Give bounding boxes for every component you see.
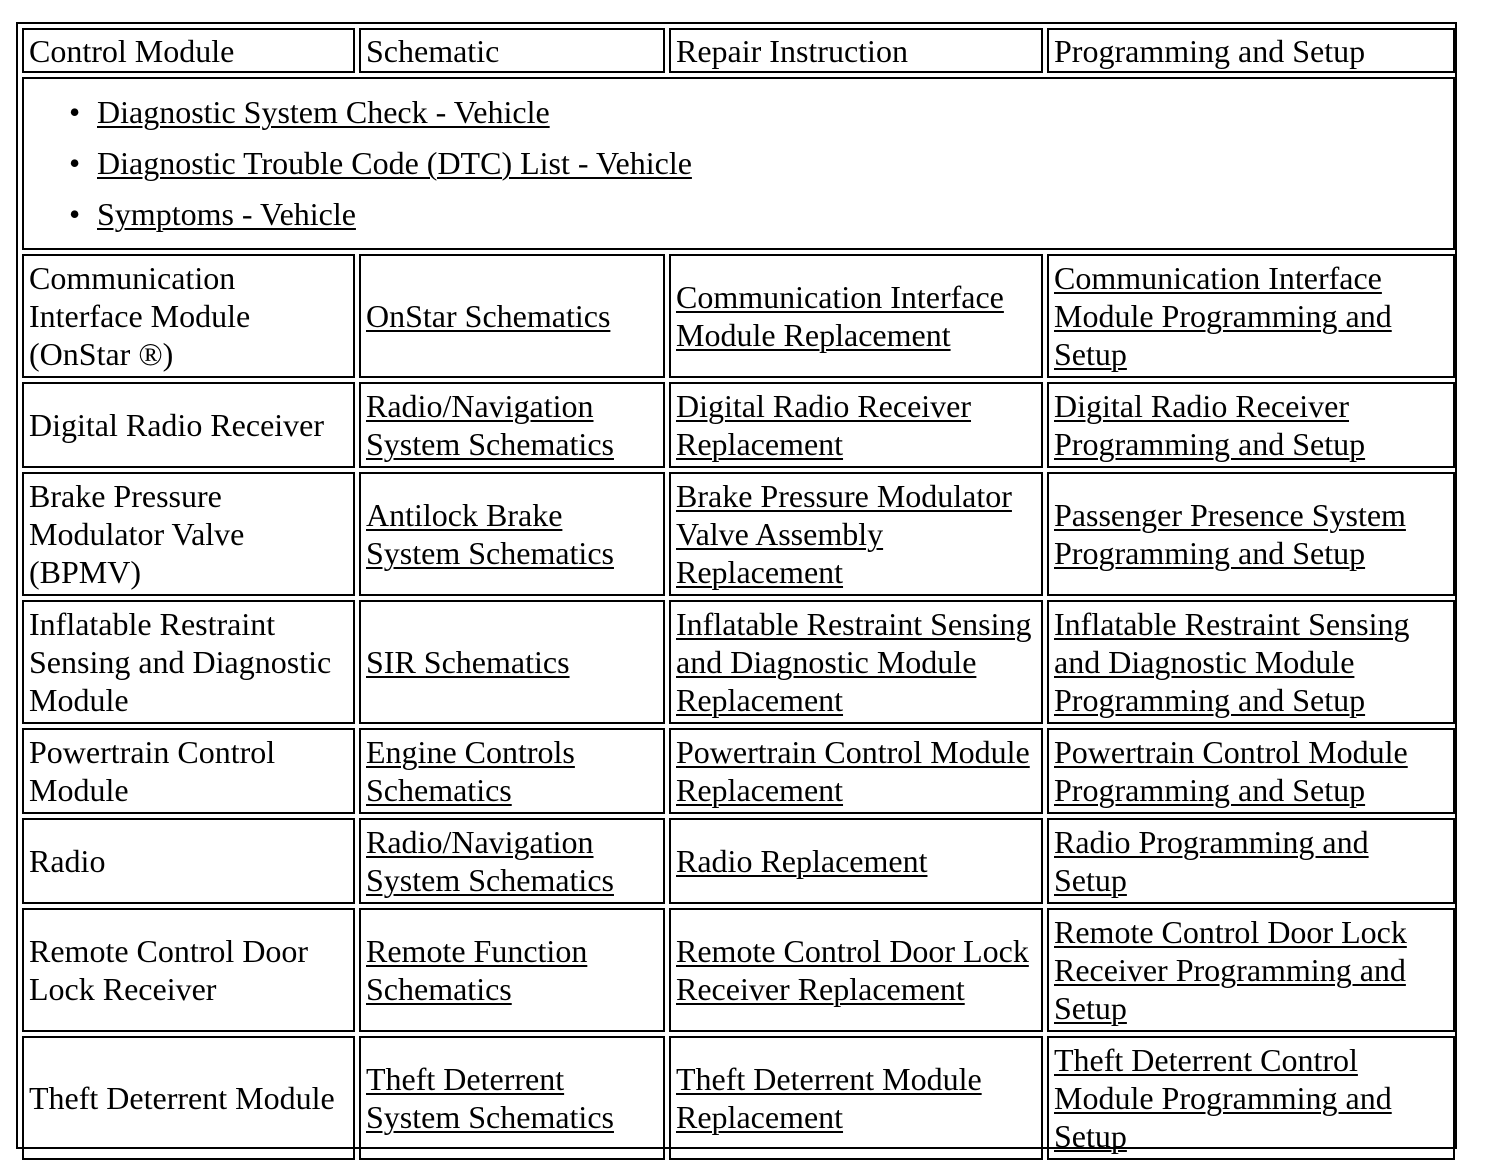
schematic-link[interactable]: Radio/Navigation System Schematics xyxy=(366,824,614,898)
table-row xyxy=(22,818,1455,904)
repair-link[interactable]: Radio Replacement xyxy=(676,843,928,879)
schematic-link[interactable]: Engine Controls Schematics xyxy=(366,734,575,808)
header-row xyxy=(22,28,1455,73)
repair-cell xyxy=(669,254,1043,378)
repair-cell xyxy=(669,472,1043,596)
bullet-icon: • xyxy=(69,145,81,181)
diagnostic-system-check-link[interactable]: Diagnostic System Check - Vehicle xyxy=(97,94,550,130)
programming-link[interactable]: Remote Control Door Lock Receiver Programming and Setup xyxy=(1054,914,1407,1026)
control-module-table-frame xyxy=(16,22,1457,1154)
table-row xyxy=(22,600,1455,724)
programming-link[interactable]: Powertrain Control Module Programming and Setup xyxy=(1054,734,1408,808)
module-name-cell: Powertrain Control Module xyxy=(22,728,355,814)
programming-link[interactable]: Radio Programming and Setup xyxy=(1054,824,1369,898)
repair-cell xyxy=(669,908,1043,1032)
repair-link[interactable]: Communication Interface Module Replacement xyxy=(676,279,1004,353)
table-row xyxy=(22,472,1455,596)
schematic-cell xyxy=(359,1036,665,1160)
module-name-cell: Theft Deterrent Module xyxy=(22,1036,355,1160)
schematic-cell xyxy=(359,908,665,1032)
header-schematic: Schematic xyxy=(359,28,665,73)
programming-cell xyxy=(1047,382,1455,468)
bullet-icon: • xyxy=(69,196,81,232)
table-row xyxy=(22,254,1455,378)
module-name-cell: Communication Interface Module (OnStar ®) xyxy=(22,254,355,378)
repair-link[interactable]: Remote Control Door Lock Receiver Replacement xyxy=(676,933,1029,1007)
module-name-cell: Digital Radio Receiver xyxy=(22,382,355,468)
programming-link[interactable]: Digital Radio Receiver Programming and Setup xyxy=(1054,388,1366,462)
table-row xyxy=(22,1036,1455,1160)
bullet-icon: • xyxy=(69,94,81,130)
diagnostic-link-item xyxy=(69,189,1447,240)
schematic-link[interactable]: Theft Deterrent System Schematics xyxy=(366,1061,614,1135)
repair-link[interactable]: Digital Radio Receiver Replacement xyxy=(676,388,972,462)
diagnostic-link-item xyxy=(69,138,1447,189)
programming-link[interactable]: Communication Interface Module Programming and Setup xyxy=(1054,260,1392,372)
programming-link[interactable]: Passenger Presence System Programming and Setup xyxy=(1054,497,1406,571)
table-row xyxy=(22,728,1455,814)
repair-link[interactable]: Powertrain Control Module Replacement xyxy=(676,734,1030,808)
schematic-link[interactable]: Radio/Navigation System Schematics xyxy=(366,388,614,462)
dtc-list-link[interactable]: Diagnostic Trouble Code (DTC) List - Vehicle xyxy=(97,145,692,181)
programming-link[interactable]: Theft Deterrent Control Module Programming and Setup xyxy=(1054,1042,1392,1154)
programming-link[interactable]: Inflatable Restraint Sensing and Diagnostic Module Programming and Setup xyxy=(1054,606,1410,718)
programming-cell xyxy=(1047,472,1455,596)
module-name-cell: Radio xyxy=(22,818,355,904)
control-module-table xyxy=(18,24,1459,1164)
repair-cell xyxy=(669,728,1043,814)
header-repair-instruction: Repair Instruction xyxy=(669,28,1043,73)
symptoms-link[interactable]: Symptoms - Vehicle xyxy=(97,196,356,232)
header-programming-and-setup: Programming and Setup xyxy=(1047,28,1455,73)
header-control-module: Control Module xyxy=(22,28,355,73)
table-row xyxy=(22,382,1455,468)
repair-link[interactable]: Theft Deterrent Module Replacement xyxy=(676,1061,982,1135)
programming-cell xyxy=(1047,728,1455,814)
programming-cell xyxy=(1047,908,1455,1032)
diagnostic-links-cell xyxy=(22,77,1455,250)
module-name-cell: Brake Pressure Modulator Valve (BPMV) xyxy=(22,472,355,596)
repair-cell xyxy=(669,382,1043,468)
module-name-cell: Inflatable Restraint Sensing and Diagnostic Module xyxy=(22,600,355,724)
schematic-link[interactable]: OnStar Schematics xyxy=(366,298,611,334)
diagnostic-link-item xyxy=(69,87,1447,138)
repair-cell xyxy=(669,600,1043,724)
schematic-cell xyxy=(359,382,665,468)
programming-cell xyxy=(1047,1036,1455,1160)
programming-cell xyxy=(1047,254,1455,378)
module-name-cell: Remote Control Door Lock Receiver xyxy=(22,908,355,1032)
repair-cell xyxy=(669,818,1043,904)
schematic-cell xyxy=(359,818,665,904)
schematic-cell xyxy=(359,254,665,378)
schematic-link[interactable]: Remote Function Schematics xyxy=(366,933,588,1007)
schematic-cell xyxy=(359,472,665,596)
schematic-link[interactable]: Antilock Brake System Schematics xyxy=(366,497,614,571)
repair-cell xyxy=(669,1036,1043,1160)
programming-cell xyxy=(1047,600,1455,724)
schematic-cell xyxy=(359,728,665,814)
table-row xyxy=(22,908,1455,1032)
repair-link[interactable]: Inflatable Restraint Sensing and Diagnostic Module Replacement xyxy=(676,606,1032,718)
diagnostic-links-list xyxy=(29,87,1447,240)
programming-cell xyxy=(1047,818,1455,904)
repair-link[interactable]: Brake Pressure Modulator Valve Assembly Replacement xyxy=(676,478,1012,590)
schematic-link[interactable]: SIR Schematics xyxy=(366,644,570,680)
schematic-cell xyxy=(359,600,665,724)
diagnostic-links-row xyxy=(22,77,1455,250)
